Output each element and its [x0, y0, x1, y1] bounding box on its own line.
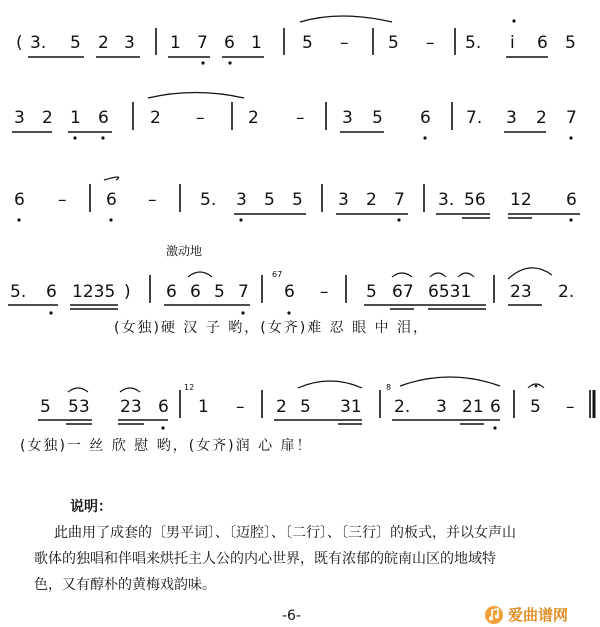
svg-text:23: 23 — [120, 397, 142, 417]
logo-text: 爱曲谱网 — [508, 606, 569, 624]
svg-text:1: 1 — [170, 33, 181, 53]
svg-text:–: – — [196, 108, 205, 128]
site-logo — [484, 604, 568, 625]
svg-text:–: – — [426, 33, 435, 53]
page-number: -6- — [282, 608, 302, 624]
system-5-marks — [0, 372, 600, 432]
lyrics-line-1: (女独)硬 汉 子 哟，(女齐)难 忍 眼 中 泪， — [114, 320, 429, 336]
score-system-2 — [0, 90, 600, 150]
svg-text:5.: 5. — [200, 190, 217, 210]
notes-line-2: 歌体的独唱和伴唱来烘托主人公的内心世界，既有浓郁的皖南山区的地域特 — [34, 551, 496, 567]
svg-text:6: 6 — [566, 190, 577, 210]
svg-text:2: 2 — [276, 397, 287, 417]
score-system-1 — [0, 10, 600, 70]
svg-text:2.: 2. — [394, 397, 411, 417]
svg-text:3: 3 — [342, 108, 353, 128]
svg-text:3: 3 — [506, 108, 517, 128]
svg-text:6: 6 — [98, 108, 109, 128]
svg-text:–: – — [236, 397, 245, 417]
svg-text:5: 5 — [214, 282, 225, 302]
score-system-3 — [0, 170, 600, 230]
svg-text:6: 6 — [420, 108, 431, 128]
svg-text:3: 3 — [236, 190, 247, 210]
notes-heading: 说明： — [70, 499, 112, 515]
svg-text:2: 2 — [366, 190, 377, 210]
svg-text:6: 6 — [46, 282, 57, 302]
svg-text:31: 31 — [340, 397, 362, 417]
svg-text:21: 21 — [462, 397, 484, 417]
svg-text:8: 8 — [386, 383, 392, 392]
lyrics-line-2: (女独)一 丝 欣 慰 哟，(女齐)润 心 扉！ — [20, 438, 313, 454]
svg-text:6: 6 — [166, 282, 177, 302]
svg-text:6: 6 — [190, 282, 201, 302]
svg-text:6: 6 — [158, 397, 169, 417]
svg-text:12: 12 — [184, 383, 195, 392]
svg-text:5.: 5. — [10, 282, 27, 302]
svg-text:7.: 7. — [466, 108, 483, 128]
svg-text:6: 6 — [284, 282, 295, 302]
expression-mark: 激动地 — [166, 244, 203, 258]
svg-text:5.: 5. — [465, 33, 482, 53]
svg-text:3.: 3. — [438, 190, 455, 210]
svg-text:3: 3 — [436, 397, 447, 417]
svg-text:1: 1 — [198, 397, 209, 417]
svg-text:5: 5 — [530, 397, 541, 417]
svg-text:3: 3 — [338, 190, 349, 210]
svg-text:i: i — [510, 33, 515, 53]
svg-text:2: 2 — [42, 108, 53, 128]
svg-text:2.: 2. — [558, 282, 575, 302]
svg-text:2: 2 — [536, 108, 547, 128]
notes-line-1: 此曲用了成套的〔男平词〕、〔迈腔〕、〔二行〕、〔三行〕的板式，并以女声山 — [54, 525, 516, 541]
svg-text:1: 1 — [251, 33, 262, 53]
svg-text:56: 56 — [464, 190, 486, 210]
svg-text:6: 6 — [537, 33, 548, 53]
svg-text:7: 7 — [566, 108, 577, 128]
svg-text:5: 5 — [388, 33, 399, 53]
svg-text:1: 1 — [70, 108, 81, 128]
system-1-marks — [0, 10, 600, 70]
svg-text:3: 3 — [14, 108, 25, 128]
svg-text:(: ( — [16, 33, 23, 53]
svg-text:7: 7 — [394, 190, 405, 210]
svg-text:7: 7 — [238, 282, 249, 302]
svg-text:5: 5 — [565, 33, 576, 53]
svg-text:–: – — [148, 190, 157, 210]
svg-text:67: 67 — [272, 270, 283, 279]
svg-text:6: 6 — [106, 190, 117, 210]
score-system-4 — [0, 255, 600, 315]
svg-text:5: 5 — [302, 33, 313, 53]
svg-text:5: 5 — [70, 33, 81, 53]
svg-text:6531: 6531 — [428, 282, 472, 302]
score-system-5 — [0, 372, 600, 432]
svg-text:7: 7 — [197, 33, 208, 53]
svg-text:67: 67 — [392, 282, 414, 302]
svg-text:5: 5 — [40, 397, 51, 417]
svg-text:5: 5 — [264, 190, 275, 210]
system-3-marks — [0, 170, 600, 230]
svg-text:3: 3 — [124, 33, 135, 53]
svg-text:5: 5 — [372, 108, 383, 128]
svg-text:–: – — [58, 190, 67, 210]
svg-text:23: 23 — [510, 282, 532, 302]
svg-text:1235: 1235 — [72, 282, 116, 302]
svg-text:2: 2 — [150, 108, 161, 128]
svg-text:6: 6 — [224, 33, 235, 53]
svg-text:5: 5 — [366, 282, 377, 302]
system-2-marks — [0, 90, 600, 150]
svg-text:6: 6 — [490, 397, 501, 417]
svg-text:5: 5 — [300, 397, 311, 417]
notes-line-3: 色，又有醇朴的黄梅戏韵味。 — [34, 577, 216, 593]
svg-text:2: 2 — [98, 33, 109, 53]
svg-text:): ) — [124, 282, 131, 302]
svg-text:3.: 3. — [30, 33, 47, 53]
svg-text:–: – — [296, 108, 305, 128]
svg-text:2: 2 — [248, 108, 259, 128]
system-4-marks — [0, 255, 600, 315]
svg-text:–: – — [320, 282, 329, 302]
svg-text:5: 5 — [292, 190, 303, 210]
music-note-icon — [484, 605, 504, 625]
svg-text:12: 12 — [510, 190, 532, 210]
svg-text:–: – — [566, 397, 575, 417]
svg-text:6: 6 — [14, 190, 25, 210]
svg-text:–: – — [340, 33, 349, 53]
svg-text:53: 53 — [68, 397, 90, 417]
